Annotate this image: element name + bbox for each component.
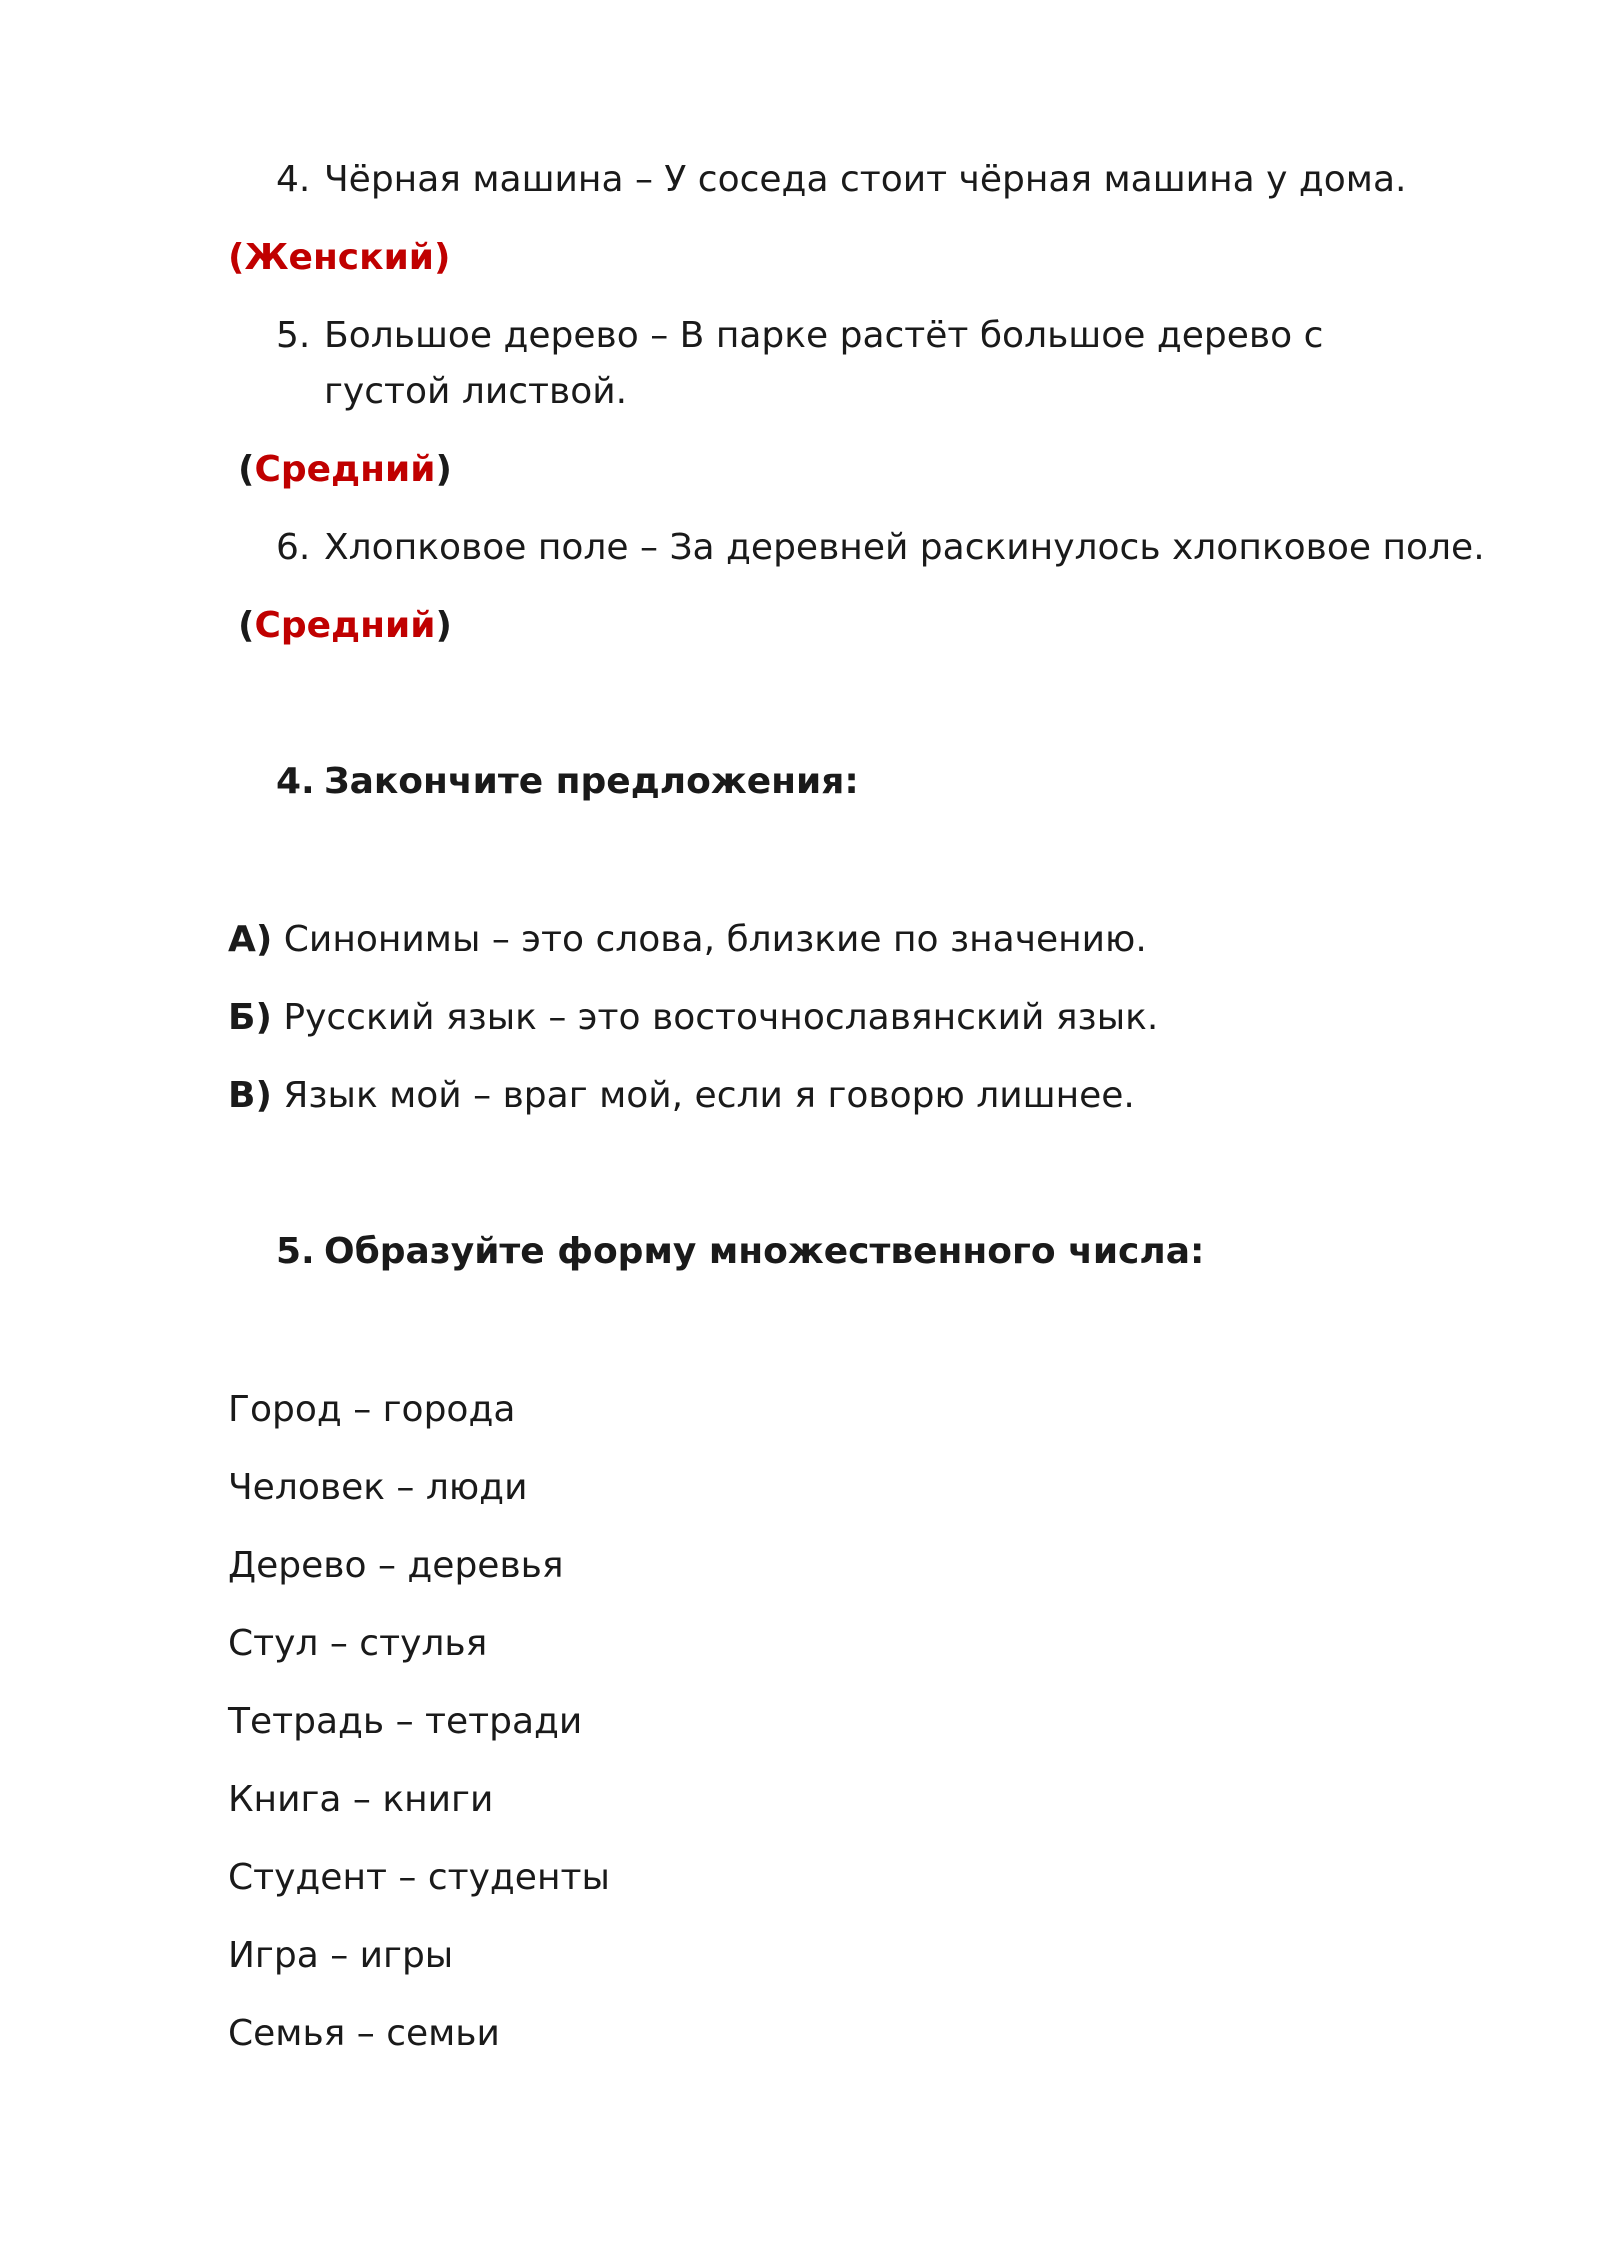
plural-pair: Тетрадь – тетради	[228, 1701, 583, 1742]
list-item	[276, 152, 1406, 208]
answer-line	[228, 990, 1158, 1046]
plural-pair: Человек – люди	[228, 1467, 528, 1508]
plural-pair: Дерево – деревья	[228, 1545, 564, 1586]
section-number: 5.	[276, 1231, 315, 1272]
answer-text: Язык мой – враг мой, если я говорю лишнее.	[283, 1075, 1135, 1116]
answer-label: А)	[228, 919, 273, 960]
plural-pair: Стул – стулья	[228, 1623, 488, 1664]
gender-label-feminine: (Женский)	[228, 237, 451, 278]
gender-label-neuter: (Средний)	[238, 605, 452, 646]
section-heading	[276, 1224, 1204, 1280]
item-text: Хлопковое поле – За деревней раскинулось хлопковое поле.	[324, 527, 1485, 568]
answer-text: Синонимы – это слова, близкие по значению.	[283, 919, 1147, 960]
list-item	[276, 308, 1404, 420]
item-number: 4.	[276, 159, 311, 200]
section-title: Образуйте форму множественного числа:	[324, 1231, 1205, 1272]
section-number: 4.	[276, 761, 315, 802]
answer-line	[228, 912, 1147, 968]
gender-label-neuter: (Средний)	[238, 449, 452, 490]
plural-pair: Студент – студенты	[228, 1857, 610, 1898]
item-text: Чёрная машина – У соседа стоит чёрная машина у дома.	[324, 159, 1407, 200]
plural-pair: Книга – книги	[228, 1779, 494, 1820]
item-text: Большое дерево – В парке растёт большое дерево с густой листвой.	[324, 315, 1324, 412]
item-number: 5.	[276, 315, 311, 356]
list-item	[276, 520, 1485, 576]
section-title: Закончите предложения:	[324, 761, 859, 802]
section-heading	[276, 754, 859, 810]
answer-label: Б)	[228, 997, 272, 1038]
plural-pair: Семья – семьи	[228, 2013, 500, 2054]
answer-label: В)	[228, 1075, 272, 1116]
plural-pair: Игра – игры	[228, 1935, 454, 1976]
plural-pair: Город – города	[228, 1389, 516, 1430]
answer-line	[228, 1068, 1135, 1124]
answer-text: Русский язык – это восточнославянский язык.	[283, 997, 1159, 1038]
item-number: 6.	[276, 527, 311, 568]
